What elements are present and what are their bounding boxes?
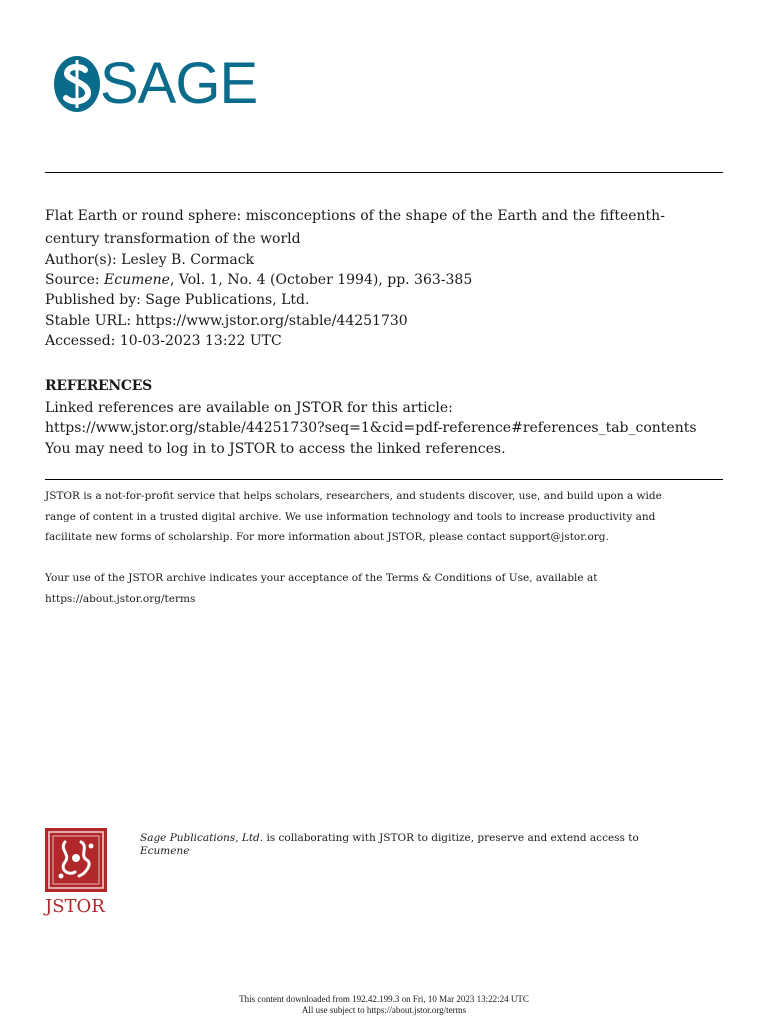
article-title-line-2: century transformation of the world — [45, 231, 301, 247]
article-title-line-1: Flat Earth or round sphere: misconceptions of the shape of the Earth and the fifteenth- — [45, 208, 665, 224]
jstor-wordmark: JSTOR — [45, 896, 105, 917]
notice-line-2: range of content in a trusted digital archive. We use information technology and tools to increase productivity and — [45, 511, 656, 523]
notice-line-1: JSTOR is a not-for-profit service that helps scholars, researchers, and students discover, use, and build upon a wide — [45, 490, 662, 502]
download-footer-line-1: This content downloaded from 192.42.199.3 on Fri, 10 Mar 2023 13:22:24 UTC — [239, 994, 529, 1004]
sage-wordmark: SAGE — [100, 51, 258, 116]
collaboration-statement — [140, 832, 700, 858]
middle-divider — [45, 479, 723, 480]
article-authors: Author(s): Lesley B. Cormack — [45, 252, 255, 268]
terms-line-1: Your use of the JSTOR archive indicates your acceptance of the Terms & Conditions of Use, available at — [45, 572, 598, 584]
accessed-date: Accessed: 10-03-2023 13:22 UTC — [45, 333, 282, 349]
sage-logo — [54, 51, 258, 116]
article-source — [45, 270, 472, 290]
download-footer-line-2: All use subject to https://about.jstor.org/terms — [301, 1005, 467, 1015]
source-prefix: Source: — [45, 272, 105, 288]
references-text: Linked references are available on JSTOR for this article: — [45, 400, 453, 416]
top-divider — [45, 172, 723, 173]
references-link[interactable]: https://www.jstor.org/stable/44251730?seq=1&cid=pdf-reference#references_tab_contents — [45, 420, 697, 436]
source-details: , Vol. 1, No. 4 (October 1994), pp. 363-385 — [169, 272, 473, 288]
source-journal: Ecumene — [104, 272, 170, 288]
jstor-logo — [45, 828, 109, 920]
notice-line-3: facilitate new forms of scholarship. For more information about JSTOR, please contact support@jstor.org. — [45, 531, 609, 543]
jstor-seal-icon — [45, 828, 107, 892]
collab-text: is collaborating with JSTOR to digitize, preserve and extend access to — [263, 832, 639, 844]
article-publisher: Published by: Sage Publications, Ltd. — [45, 292, 310, 308]
collab-journal: Ecumene — [140, 845, 190, 857]
sage-s-icon — [54, 56, 100, 112]
stable-url-link[interactable]: Stable URL: https://www.jstor.org/stable/44251730 — [45, 313, 408, 329]
collab-publisher: Sage Publications, Ltd. — [140, 832, 264, 844]
terms-link[interactable]: https://about.jstor.org/terms — [45, 593, 196, 605]
references-heading: REFERENCES — [45, 378, 152, 394]
references-login-note: You may need to log in to JSTOR to access the linked references. — [45, 441, 506, 457]
